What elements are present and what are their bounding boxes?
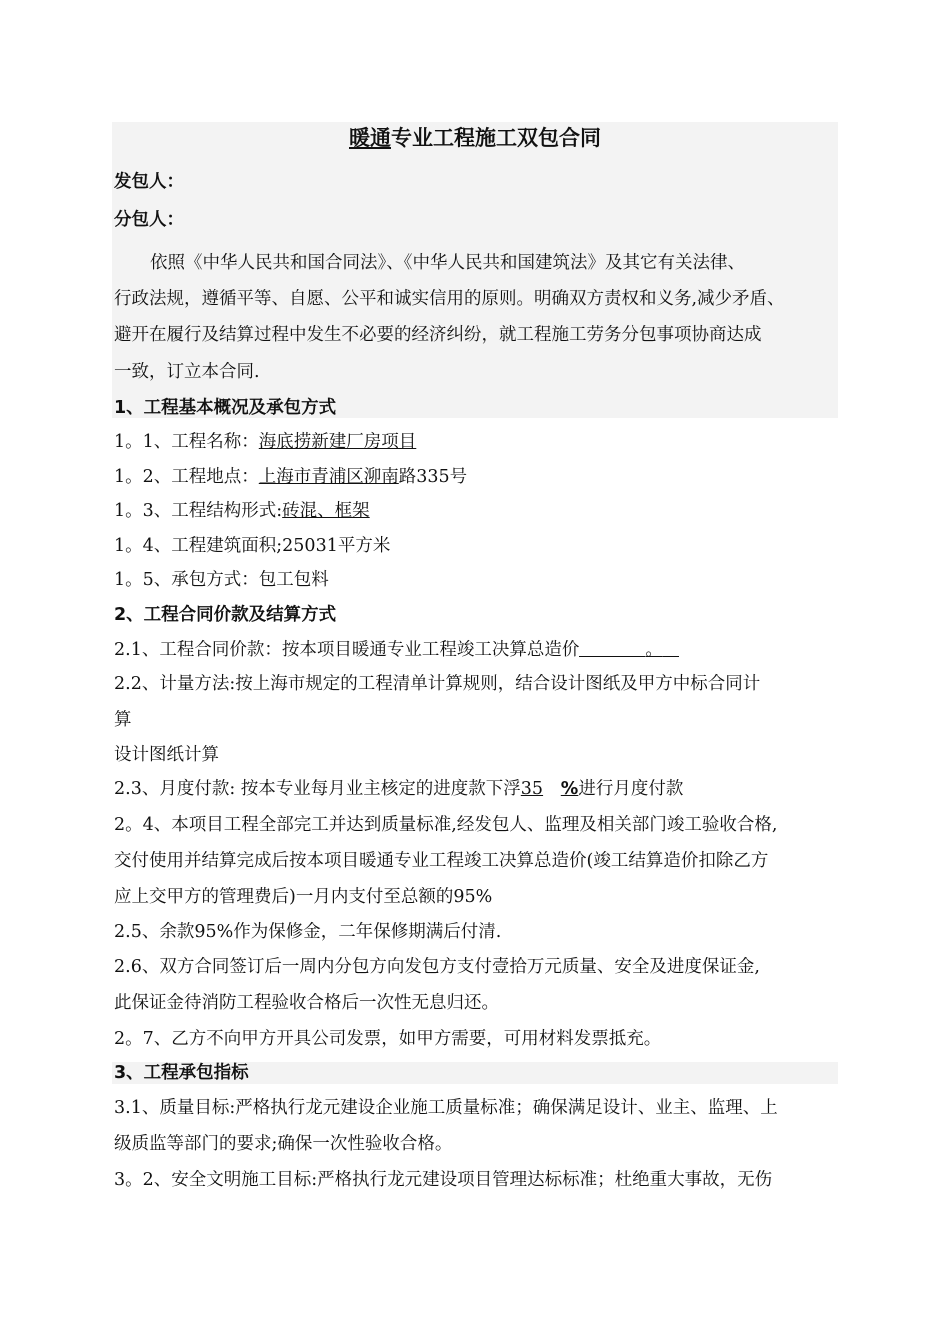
section3-item1-line1: 3.1、质量目标:严格执行龙元建设企业施工质量标准；确保满足设计、业主、监理、上 — [114, 1098, 778, 1118]
project-location-suffix: 路335号 — [398, 467, 468, 487]
section2-item2-line3: 设计图纸计算 — [114, 745, 219, 765]
preamble-line-3: 避开在履行及结算过程中发生不必要的经济纠纷，就工程施工劳务分包事项协商达成 — [114, 325, 762, 345]
subcontractor-label: 分包人： — [114, 210, 184, 230]
section2-item4-line1: 2。4、本项目工程全部完工并达到质量标准,经发包人、监理及相关部门竣工验收合格, — [114, 815, 778, 835]
monthly-payment-pre: 2.3、月度付款: 按本专业每月业主核定的进度款下浮 — [114, 779, 521, 799]
preamble-line-2: 行政法规，遵循平等、自愿、公平和诚实信用的原则。明确双方责权和义务,减少矛盾、 — [114, 289, 785, 309]
preamble-line-1: 依照《中华人民共和国合同法》、《中华人民共和国建筑法》及其它有关法律、 — [150, 253, 745, 273]
project-name-value: 海底捞新建厂房项目 — [258, 432, 417, 452]
title-rest: 专业工程施工双包合同 — [391, 126, 601, 150]
structure-type-value: 砖混、框架 — [282, 501, 370, 521]
section1-item2 — [114, 465, 840, 489]
project-name-label: 1。1、工程名称： — [114, 432, 259, 452]
monthly-payment-post: 进行月度付款 — [578, 779, 684, 799]
contract-price-end: 。 — [645, 640, 663, 660]
section2-item3 — [114, 777, 840, 801]
title-underlined-part: 暖通 — [349, 126, 391, 150]
section2-item6-line2: 此保证金待消防工程验收合格后一次性无息归还。 — [114, 993, 499, 1013]
section3-heading: 3、工程承包指标 — [114, 1063, 249, 1083]
contractor-label: 发包人： — [114, 172, 184, 192]
contract-price-text: 2.1、工程合同价款：按本项目暖通专业工程竣工决算总造价 — [114, 640, 580, 660]
structure-type-label: 1。3、工程结构形式: — [114, 501, 283, 521]
contract-price-blank — [579, 637, 645, 657]
section2-item4-line3: 应上交甲方的管理费后)一月内支付至总额的95% — [114, 887, 493, 907]
section1-item4: 1。4、工程建筑面积;25031平方米 — [114, 536, 391, 556]
section2-item4-line2: 交付使用并结算完成后按本项目暖通专业工程竣工决算总造价(竣工结算造价扣除乙方 — [114, 851, 769, 871]
contract-price-blank-tail — [663, 637, 679, 657]
section1-item1 — [114, 430, 840, 454]
project-location-label: 1。2、工程地点： — [114, 467, 259, 487]
section3-item2-line1: 3。2、安全文明施工目标:严格执行龙元建设项目管理达标标准；杜绝重大事故，无伤 — [114, 1170, 773, 1190]
section2-item7: 2。7、乙方不向甲方开具公司发票，如甲方需要，可用材料发票抵充。 — [114, 1029, 662, 1049]
section2-item5: 2.5、余款95%作为保修金，二年保修期满后付清. — [114, 922, 502, 942]
preamble-line-4: 一致，订立本合同. — [114, 362, 260, 382]
monthly-payment-rate: 35 — [520, 779, 544, 799]
document-title — [112, 124, 838, 152]
section2-item2-line2: 算 — [114, 710, 132, 730]
section2-item2-line1: 2.2、计量方法:按上海市规定的工程清单计算规则，结合设计图纸及甲方中标合同计 — [114, 674, 761, 694]
section2-item6-line1: 2.6、双方合同签订后一周内分包方向发包方支付壹拾万元质量、安全及进度保证金, — [114, 957, 760, 977]
monthly-payment-percent: % — [560, 779, 579, 799]
section1-item3 — [114, 499, 840, 523]
section1-heading: 1、工程基本概况及承包方式 — [114, 398, 337, 418]
section1-item5: 1。5、承包方式：包工包料 — [114, 570, 329, 590]
section3-item1-line2: 级质监等部门的要求;确保一次性验收合格。 — [114, 1134, 453, 1154]
section2-heading: 2、工程合同价款及结算方式 — [114, 605, 337, 625]
project-location-value: 上海市青浦区泖南 — [258, 467, 399, 487]
section2-item1 — [114, 637, 840, 662]
